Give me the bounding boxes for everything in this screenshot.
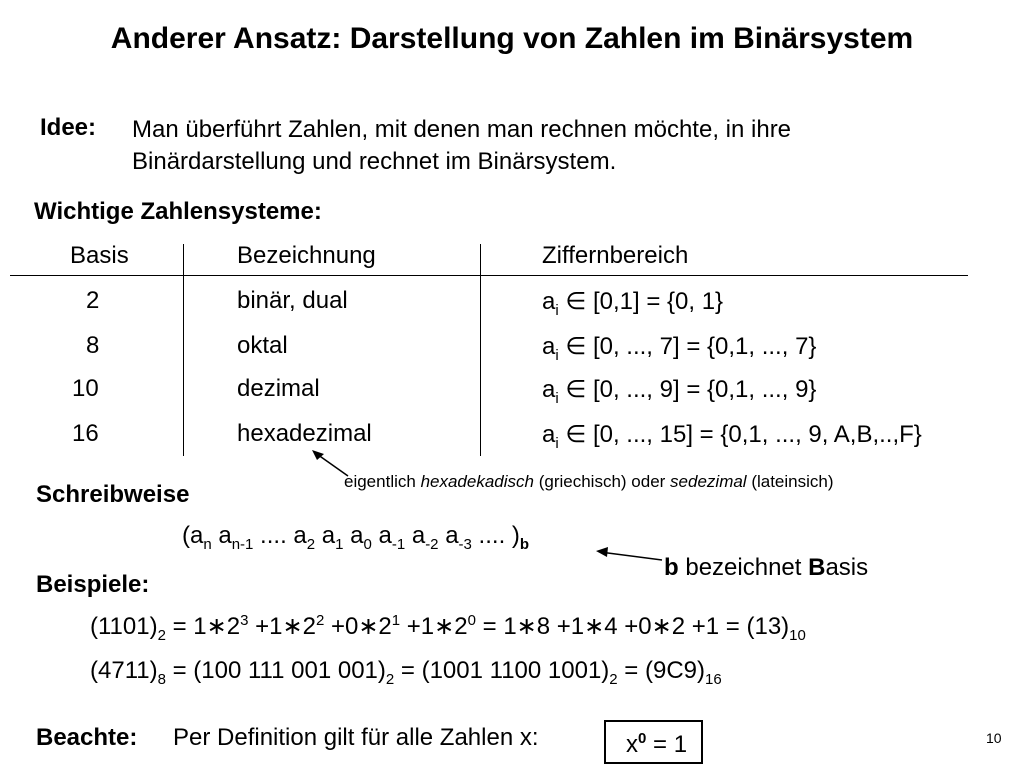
beispiele-heading: Beispiele:: [36, 571, 150, 598]
digit-var: a: [542, 288, 556, 315]
header-basis: Basis: [70, 242, 129, 269]
row-2-name: oktal: [237, 332, 288, 359]
header-ziffernbereich: Ziffernbereich: [542, 242, 689, 269]
header-bezeichnung: Bezeichnung: [237, 242, 376, 269]
idee-text: [132, 114, 952, 178]
page-number: 10: [986, 730, 1002, 746]
table-column-rule-2: [480, 244, 481, 456]
example-1: $(1101)_2$ = $1∗2^3$ $+1∗2^2$ $+0∗2^1$ $+1∗2^0$ = 1∗8 +1∗4 +0∗2 $+1 = (13)_{10}$: [90, 612, 806, 644]
idee-line-2: Binärdarstellung und rechnet im Binärsystem.: [132, 148, 617, 175]
digit-sub: i: [555, 302, 559, 319]
row-4-basis: 16: [72, 420, 99, 447]
row-1-name: binär, dual: [237, 287, 348, 314]
example-2: $(4711)_8 = (100$ 111 001 $001)_2 = (1001$ 1100 $1001)_2 = (9C9)_{16}$: [90, 657, 722, 688]
table-column-rule-1: [183, 244, 184, 456]
row-3-range: $a_i$ ∈ [0, ..., 9] = {0,1, ..., 9}: [542, 376, 817, 407]
page-title: Anderer Ansatz: Darstellung von Zahlen im Binärsystem: [110, 22, 914, 55]
basis-arrow-icon: [594, 544, 664, 569]
row-2-range: $a_i$ ∈ [0, ..., 7] = {0,1, ..., 7}: [542, 333, 817, 364]
basis-note: b bezeichnet Basis: [664, 554, 869, 581]
row-1-basis: 2: [86, 287, 100, 314]
table-heading: Wichtige Zahlensysteme:: [34, 198, 322, 225]
beachte-formula-box: $x^0 = 1$: [604, 720, 703, 764]
row-3-basis: 10: [72, 375, 99, 402]
schreibweise-heading: Schreibweise: [36, 481, 190, 508]
idee-line-1: Man überführt Zahlen, mit denen man rechnen möchte, in ihre: [132, 116, 792, 143]
row-2-basis: 8: [86, 332, 100, 359]
idee-label: Idee:: [40, 114, 97, 141]
beachte-label: Beachte:: [36, 724, 138, 751]
row-4-name: hexadezimal: [237, 420, 372, 447]
row-3-name: dezimal: [237, 375, 320, 402]
row-1-range: $a_i$ ∈ [0,1] = {0, 1}: [542, 288, 724, 319]
row-4-range: $a_i$ ∈ [0, ..., 15] = {0,1, ..., 9, A,B,..,F}: [542, 421, 922, 452]
beachte-text: Per Definition gilt für alle Zahlen x:: [173, 724, 539, 751]
table-header-rule: [10, 275, 968, 276]
hexadezimal-note: eigentlich hexadekadisch (griechisch) oder sedezimal (lateinsich): [344, 472, 834, 491]
schreibweise-formula: ($a_n$ $a_{n-1}$ .... $a_2$ $a_1$ $a_0$ $a_{-1}$ $a_{-2}$ $a_{-3}$ .... )$_b$: [182, 522, 530, 553]
